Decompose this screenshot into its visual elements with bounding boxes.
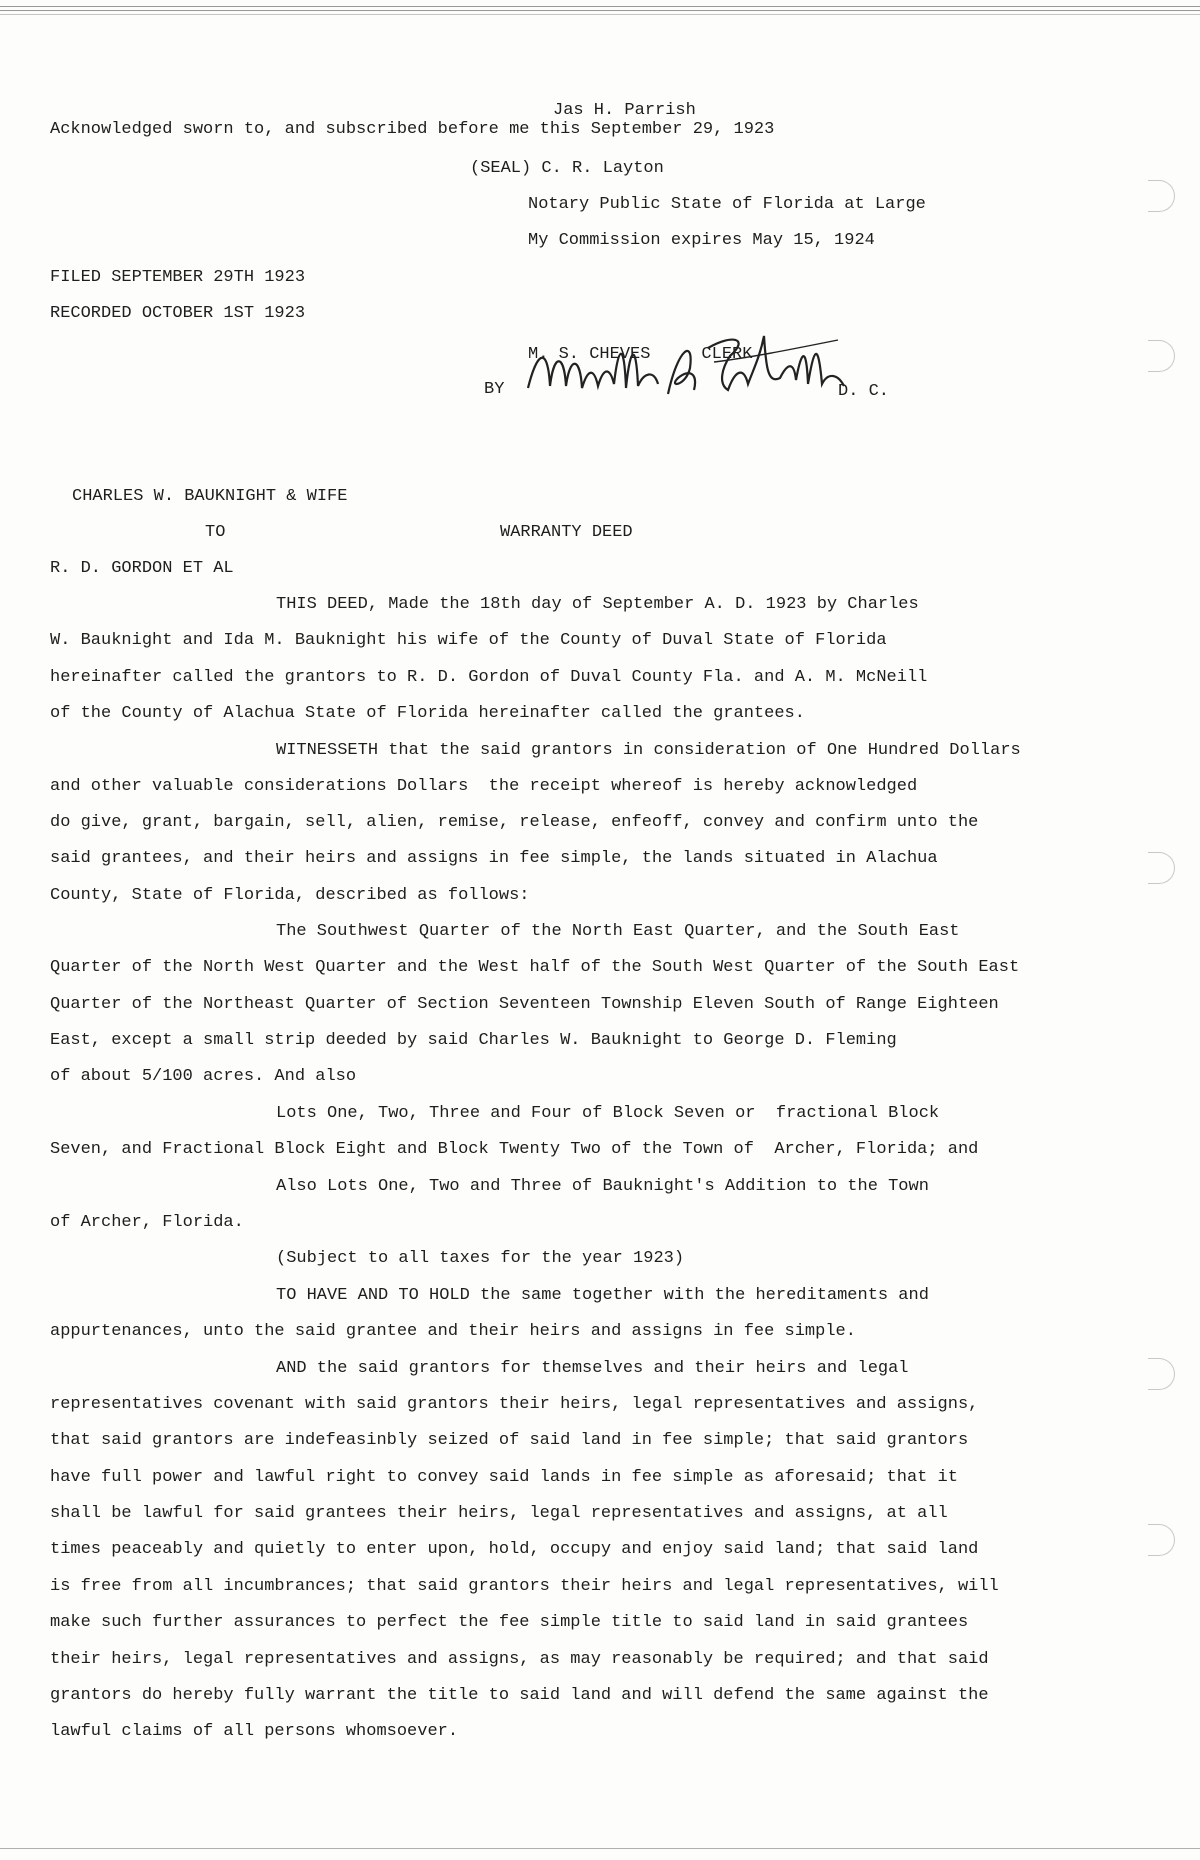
filed-date: FILED SEPTEMBER 29TH 1923 — [50, 268, 306, 287]
body-line: WITNESSETH that the said grantors in consideration of One Hundred Dollars — [276, 741, 1021, 760]
body-line: representatives covenant with said grantors their heirs, legal representatives and assigns, — [50, 1395, 979, 1414]
body-line: times peaceably and quietly to enter upon, hold, occupy and enjoy said land; that said land — [50, 1540, 979, 1559]
body-line: TO HAVE AND TO HOLD the same together with the hereditaments and — [276, 1286, 929, 1305]
body-line: THIS DEED, Made the 18th day of September A. D. 1923 by Charles — [276, 595, 919, 614]
body-line: AND the said grantors for themselves and their heirs and legal — [276, 1359, 909, 1378]
body-line: hereinafter called the grantors to R. D. Gordon of Duval County Fla. and A. M. McNeill — [50, 668, 928, 687]
body-line: W. Bauknight and Ida M. Bauknight his wife of the County of Duval State of Florida — [50, 631, 887, 650]
bottom-edge — [0, 1848, 1200, 1849]
clerk-line: M. S. CHEVES CLERK — [528, 345, 753, 364]
body-line: Quarter of the Northeast Quarter of Section Seventeen Township Eleven South of Range Eighteen — [50, 995, 999, 1014]
body-line: East, except a small strip deeded by said Charles W. Bauknight to George D. Fleming — [50, 1031, 897, 1050]
handwritten-signature — [518, 328, 918, 408]
notary-title: Notary Public State of Florida at Large — [528, 195, 926, 214]
body-line: lawful claims of all persons whomsoever. — [50, 1722, 459, 1741]
body-line: is free from all incumbrances; that said grantors their heirs and legal representatives, will — [50, 1577, 999, 1596]
affiant-name: Jas H. Parrish — [553, 101, 696, 120]
recorded-date: RECORDED OCTOBER 1ST 1923 — [50, 304, 306, 323]
punch-hole — [1148, 1358, 1175, 1390]
body-line: have full power and lawful right to convey said lands in fee simple as aforesaid; that it — [50, 1468, 958, 1487]
instrument-title: WARRANTY DEED — [500, 523, 633, 542]
notary-name: (SEAL) C. R. Layton — [470, 159, 664, 178]
acknowledgment-line: Acknowledged sworn to, and subscribed before me this September 29, 1923 — [50, 120, 775, 139]
grantee-names: R. D. GORDON ET AL — [50, 559, 234, 578]
body-line: (Subject to all taxes for the year 1923) — [276, 1249, 685, 1268]
body-line: their heirs, legal representatives and assigns, as may reasonably be required; and that said — [50, 1650, 989, 1669]
body-line: Quarter of the North West Quarter and the West half of the South West Quarter of the South East — [50, 958, 1020, 977]
body-line: County, State of Florida, described as follows: — [50, 886, 530, 905]
body-line: Seven, and Fractional Block Eight and Block Twenty Two of the Town of Archer, Florida; and — [50, 1140, 979, 1159]
to-label: TO — [205, 523, 226, 542]
body-line: Also Lots One, Two and Three of Bauknight's Addition to the Town — [276, 1177, 929, 1196]
body-line: of about 5/100 acres. And also — [50, 1067, 357, 1086]
deputy-clerk-label: D. C. — [838, 382, 890, 401]
body-line: said grantees, and their heirs and assigns in fee simple, the lands situated in Alachua — [50, 849, 938, 868]
body-line: Lots One, Two, Three and Four of Block Seven or fractional Block — [276, 1104, 940, 1123]
body-line: shall be lawful for said grantees their heirs, legal representatives and assigns, at all — [50, 1504, 948, 1523]
body-line: of Archer, Florida. — [50, 1213, 244, 1232]
body-line: grantors do hereby fully warrant the title to said land and will defend the same against the — [50, 1686, 989, 1705]
body-line: do give, grant, bargain, sell, alien, remise, release, enfeoff, convey and confirm unto the — [50, 813, 979, 832]
body-line: and other valuable considerations Dollars the receipt whereof is hereby acknowledged — [50, 777, 918, 796]
punch-hole — [1148, 180, 1175, 212]
top-rule-2 — [0, 10, 1200, 11]
commission-expiry: My Commission expires May 15, 1924 — [528, 231, 875, 250]
body-line: that said grantors are indefeasinbly seized of said land in fee simple; that said grantors — [50, 1431, 969, 1450]
punch-hole — [1148, 1524, 1175, 1556]
body-line: appurtenances, unto the said grantee and their heirs and assigns in fee simple. — [50, 1322, 856, 1341]
by-label: BY — [484, 380, 505, 399]
punch-hole — [1148, 852, 1175, 884]
body-line: make such further assurances to perfect the fee simple title to said land in said grantees — [50, 1613, 969, 1632]
grantor-names: CHARLES W. BAUKNIGHT & WIFE — [72, 487, 348, 506]
body-line: of the County of Alachua State of Florida hereinafter called the grantees. — [50, 704, 805, 723]
punch-hole — [1148, 340, 1175, 372]
top-rule-3 — [0, 14, 1200, 15]
body-line: The Southwest Quarter of the North East Quarter, and the South East — [276, 922, 960, 941]
top-rule — [0, 6, 1200, 7]
